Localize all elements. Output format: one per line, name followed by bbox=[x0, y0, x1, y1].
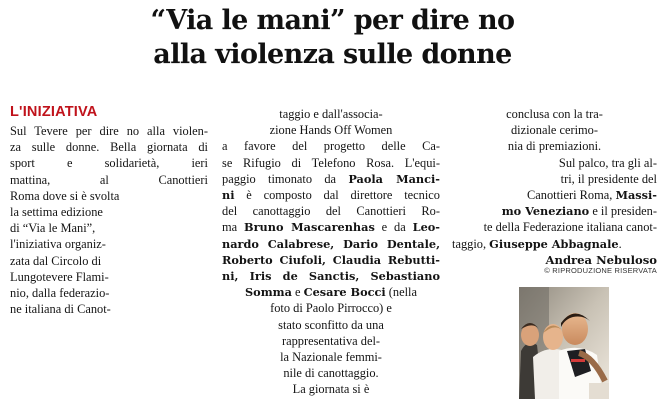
text-line: Sul palco, tra gli al- bbox=[558, 155, 657, 170]
article-column-2 bbox=[222, 106, 440, 398]
text-line: l'iniziativa organiz- bbox=[10, 237, 106, 252]
text-line: di “Via le Mani”, bbox=[10, 221, 96, 236]
text-line: se Rifugio di Telefono Rosa. L'equi- bbox=[222, 155, 440, 170]
text-line: tri, il presidente del bbox=[560, 171, 657, 186]
text-line: nia di premiazioni. bbox=[507, 139, 602, 154]
text-line: la settima edizione bbox=[10, 205, 103, 220]
text-line: La giornata si è bbox=[292, 382, 370, 397]
copyright-notice: © RIPRODUZIONE RISERVATA bbox=[544, 266, 657, 275]
text-line: rappresentativa del- bbox=[281, 333, 381, 348]
headline-line-1: “Via le mani” per dire no bbox=[150, 5, 515, 36]
name-run: ni, Iris de Sanctis, Sebastiano bbox=[222, 269, 440, 284]
text-line: zione Hands Off Women bbox=[269, 123, 393, 138]
text-line: foto di Paolo Pirrocco) e bbox=[270, 301, 392, 316]
text-run: e da bbox=[374, 220, 413, 235]
text-line: nio, dalla federazio- bbox=[10, 286, 110, 301]
text-line bbox=[222, 236, 440, 252]
text-line: Lungotevere Flami- bbox=[10, 269, 109, 284]
name-run: Paola Manci- bbox=[348, 171, 440, 186]
text-line bbox=[222, 284, 440, 300]
text-line bbox=[222, 252, 440, 268]
text-line: te della Federazione italiana canot- bbox=[483, 220, 657, 235]
text-line: mattina, al Canottieri bbox=[10, 172, 208, 187]
name-run: mo Veneziano bbox=[501, 204, 590, 219]
text-line: taggio e dall'associa- bbox=[279, 107, 383, 121]
text-line bbox=[222, 187, 440, 203]
text-run: . bbox=[618, 236, 622, 251]
name-run: nardo Calabrese, Dario Dentale, bbox=[222, 236, 440, 251]
text-line: stato sconfitto da una bbox=[278, 317, 384, 332]
text-line: sport e solidarietà, ieri bbox=[10, 156, 208, 171]
section-kicker: L'INIZIATIVA bbox=[10, 104, 98, 120]
name-run: Somma bbox=[245, 285, 292, 300]
text-line: Sul Tevere per dire no alla violen- bbox=[10, 124, 208, 138]
text-run: ma bbox=[222, 220, 245, 235]
text-line: del canottaggio del Canottieri Ro- bbox=[222, 204, 440, 219]
name-run: Bruno Mascarenhas bbox=[244, 220, 375, 235]
text-line bbox=[452, 236, 657, 252]
name-run: Roberto Ciufoli, Claudia Rebutti- bbox=[222, 252, 440, 267]
text-run: taggio, bbox=[452, 236, 490, 251]
text-line: ne italiana di Canot- bbox=[10, 302, 111, 317]
name-run: Giuseppe Abbagnale bbox=[489, 236, 619, 251]
text-line: za sulle donne. Bella giornata di bbox=[10, 140, 208, 155]
text-line: Roma dove si è svolta bbox=[10, 188, 120, 203]
event-photo bbox=[519, 287, 609, 399]
text-line: zata dal Circolo di bbox=[10, 253, 102, 268]
text-run: e bbox=[291, 285, 304, 300]
text-line: a favore del progetto delle Ca- bbox=[222, 139, 440, 154]
text-line: la Nazionale femmi- bbox=[280, 350, 382, 365]
text-line bbox=[222, 219, 440, 235]
headline bbox=[0, 4, 665, 72]
text-line bbox=[222, 171, 440, 187]
rowers-photo-image bbox=[519, 287, 609, 399]
text-line: nile di canottaggio. bbox=[283, 366, 379, 381]
text-run: Canottieri Roma, bbox=[527, 188, 616, 203]
article-column-3 bbox=[452, 106, 657, 268]
article-column-1 bbox=[10, 123, 208, 317]
text-line bbox=[222, 268, 440, 284]
text-run: è composto dal direttore tecnico bbox=[234, 188, 440, 203]
text-run: (nella bbox=[385, 285, 417, 300]
text-run: e il presiden- bbox=[589, 204, 657, 219]
text-run: paggio timonato da bbox=[222, 171, 349, 186]
headline-line-2: alla violenza sulle donne bbox=[153, 39, 512, 70]
text-line: conclusa con la tra- bbox=[506, 107, 603, 121]
name-run: Cesare Bocci bbox=[303, 285, 386, 300]
text-line bbox=[452, 203, 657, 219]
name-run: ni bbox=[222, 188, 235, 203]
author-signature: Andrea Nebuloso bbox=[545, 252, 657, 267]
text-line bbox=[452, 187, 657, 203]
name-run: Leo- bbox=[412, 220, 440, 235]
name-run: Massi- bbox=[615, 188, 657, 203]
text-line: dizionale cerimo- bbox=[510, 123, 599, 138]
